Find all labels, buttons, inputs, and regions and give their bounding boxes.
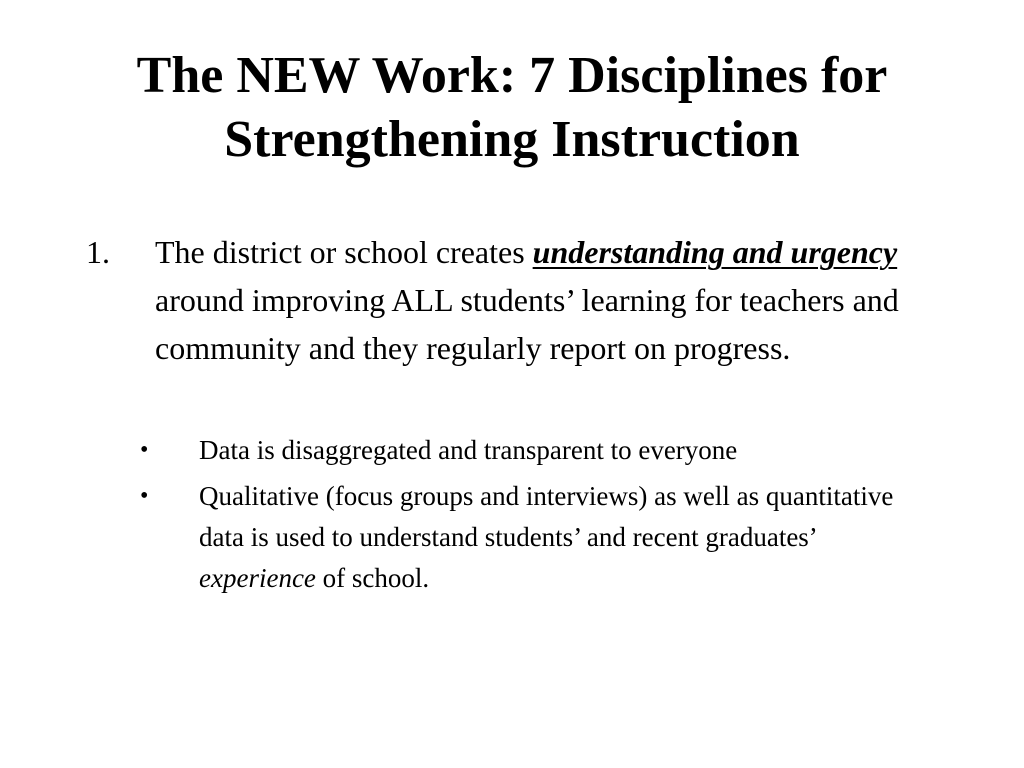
bullet-emphasis: experience bbox=[199, 563, 316, 593]
item-text-after: around improving ALL students’ learning for teachers and community and they regularly report on progress. bbox=[155, 282, 899, 366]
slide-title-line-2: Strengthening Instruction bbox=[224, 111, 800, 168]
slide-title bbox=[40, 44, 984, 172]
bullet-text bbox=[199, 476, 938, 599]
bullet-list bbox=[138, 430, 938, 604]
bullet-item-2 bbox=[138, 476, 938, 599]
item-number: 1. bbox=[86, 234, 110, 270]
bullet-text-after: of school. bbox=[315, 563, 430, 593]
item-emphasis: understanding and urgency bbox=[532, 234, 898, 270]
item-text bbox=[155, 228, 945, 372]
bullet-text: Data is disaggregated and transparent to everyone bbox=[199, 435, 738, 465]
bullet-item-1 bbox=[138, 430, 938, 471]
bullet-icon: • bbox=[140, 437, 149, 463]
item-text-before: The district or school creates bbox=[155, 234, 533, 270]
slide-title-line-1: The NEW Work: 7 Disciplines for bbox=[136, 47, 888, 104]
bullet-icon: • bbox=[140, 483, 149, 509]
numbered-item-1 bbox=[86, 228, 956, 372]
bullet-text-before: Qualitative (focus groups and interviews) as well as quantitative data is used to understand students’ and recent graduates’ bbox=[199, 481, 894, 552]
